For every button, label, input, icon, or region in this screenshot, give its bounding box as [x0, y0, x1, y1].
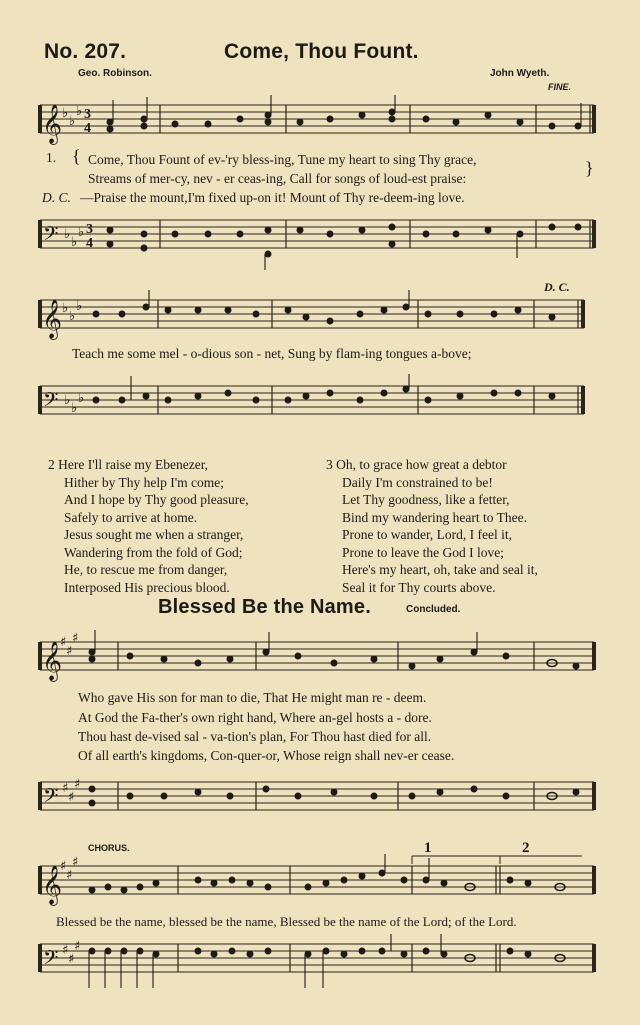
svg-text:♭: ♭ [76, 299, 83, 314]
stanza-2-line: And I hope by Thy good pleasure, [64, 492, 249, 507]
svg-text:♯: ♯ [72, 855, 79, 870]
staff-bass-3 [0, 772, 640, 824]
hymn-title: Come, Thou Fount. [224, 40, 419, 63]
hymn-number: No. 207. [44, 40, 127, 63]
first-ending: 1 [424, 840, 432, 856]
svg-text:♭: ♭ [78, 225, 85, 240]
stanza-3-line: Prone to leave the God I love; [342, 544, 504, 560]
lyricist-credit: Geo. Robinson. [78, 68, 152, 79]
svg-text:♭: ♭ [62, 106, 69, 121]
svg-text:♭: ♭ [69, 114, 76, 129]
svg-text:𝄢: 𝄢 [43, 388, 59, 416]
stanza-3-line: 3 Oh, to grace how great a debtor [326, 457, 507, 472]
svg-text:𝄢: 𝄢 [43, 222, 59, 250]
stanza-3-line: Here's my heart, oh, take and seal it, [342, 562, 538, 577]
staff-treble-4 [0, 852, 640, 912]
svg-text:♯: ♯ [68, 952, 75, 967]
fine-mark: FINE. [548, 82, 572, 92]
lyric-line-4: Teach me some mel - o-dious son - net, Sung by flam-ing tongues a-bove; [72, 346, 472, 361]
staff-bass-1 [0, 210, 640, 272]
staff-bass-2 [0, 372, 640, 432]
dc-mark: D. C. [544, 280, 570, 294]
stanza-3-line: Bind my wandering heart to Thee. [342, 509, 527, 525]
svg-text:♯: ♯ [66, 644, 73, 659]
stanza-3-line: Prone to wander, Lord, I feel it, [342, 527, 513, 542]
stanza-2-line: Safely to arrive at home. [64, 509, 198, 525]
stanza-3-line: Daily I'm constrained to be! [342, 474, 493, 490]
chorus-label: CHORUS. [88, 843, 130, 853]
svg-text:♯: ♯ [74, 777, 81, 792]
lyric-brace-left: { [72, 146, 81, 166]
hymn2-verse-4: Of all earth's kingdoms, Con-quer-or, Whose reign shall nev-er cease. [78, 748, 455, 763]
staff-treble-1 [0, 95, 640, 155]
lyric-line-1: Come, Thou Fount of ev-'ry bless-ing, Tune my heart to sing Thy grace, [88, 152, 477, 167]
svg-text:3: 3 [84, 107, 91, 122]
lyric-brace-right: } [585, 158, 594, 178]
verse-number: 1. [46, 150, 57, 165]
svg-text:♯: ♯ [68, 790, 75, 805]
dc-label: D. C. [42, 190, 71, 205]
svg-text:𝄢: 𝄢 [43, 784, 59, 812]
stanza-2-line: Interposed His precious blood. [64, 579, 230, 595]
svg-text:3: 3 [86, 222, 93, 237]
hymn2-verse-3: Thou hast de-vised sal - va-tion's plan, For Thou hast died for all. [78, 729, 432, 744]
staff-treble-2 [0, 290, 640, 344]
svg-text:𝄞: 𝄞 [42, 641, 63, 681]
stanza-2-line: 2 Here I'll raise my Ebenezer, [48, 457, 209, 472]
svg-text:♯: ♯ [62, 781, 69, 796]
svg-text:4: 4 [84, 121, 91, 136]
svg-text:4: 4 [86, 236, 93, 251]
svg-text:♭: ♭ [64, 393, 71, 408]
hymn2-verse-1: Who gave His son for man to die, That He might man re - deem. [78, 690, 427, 705]
svg-text:♭: ♭ [69, 309, 76, 324]
svg-text:𝄞: 𝄞 [42, 104, 63, 144]
stanza-3-line: Seal it for Thy courts above. [342, 579, 496, 595]
svg-text:♯: ♯ [66, 868, 73, 883]
composer-credit: John Wyeth. [490, 68, 550, 79]
svg-text:♭: ♭ [64, 227, 71, 242]
stanza-2-line: Hither by Thy help I'm come; [64, 474, 225, 490]
svg-text:𝄢: 𝄢 [43, 946, 59, 974]
svg-text:𝄞: 𝄞 [42, 865, 63, 905]
hymn2-title: Blessed Be the Name. [158, 596, 371, 618]
svg-text:♭: ♭ [76, 104, 83, 119]
stanza-2-line: Jesus sought me when a stranger, [64, 527, 244, 542]
svg-text:♭: ♭ [78, 391, 85, 406]
staff-bass-4 [0, 934, 640, 1004]
svg-text:♭: ♭ [62, 301, 69, 316]
svg-text:♭: ♭ [71, 235, 78, 250]
stanza-3 [326, 456, 538, 596]
svg-text:♯: ♯ [60, 859, 67, 874]
stanza-2 [48, 456, 249, 596]
svg-text:♯: ♯ [60, 635, 67, 650]
staff-treble-3 [0, 628, 640, 686]
svg-text:𝄞: 𝄞 [42, 299, 63, 339]
chorus-lyric: Blessed be the name, blessed be the name, Blessed be the name of the Lord; of the Lord. [56, 914, 517, 929]
svg-text:♯: ♯ [72, 631, 79, 646]
stanza-2-line: Wandering from the fold of God; [64, 544, 243, 560]
hymn2-concluded: Concluded. [406, 604, 461, 615]
second-ending: 2 [522, 840, 530, 856]
svg-text:♭: ♭ [71, 401, 78, 416]
svg-text:♯: ♯ [62, 943, 69, 958]
stanza-3-line: Let Thy goodness, like a fetter, [342, 492, 510, 507]
svg-text:♯: ♯ [74, 939, 81, 954]
lyric-line-2: Streams of mer-cy, nev - er ceas-ing, Call for songs of loud-est praise: [88, 171, 467, 186]
hymn2-verse-2: At God the Fa-ther's own right hand, Where an-gel hosts a - dore. [78, 710, 432, 725]
lyric-line-3: —Praise the mount,I'm fixed up-on it! Mount of Thy re-deem-ing love. [80, 190, 465, 205]
stanza-2-line: He, to rescue me from danger, [64, 562, 228, 577]
